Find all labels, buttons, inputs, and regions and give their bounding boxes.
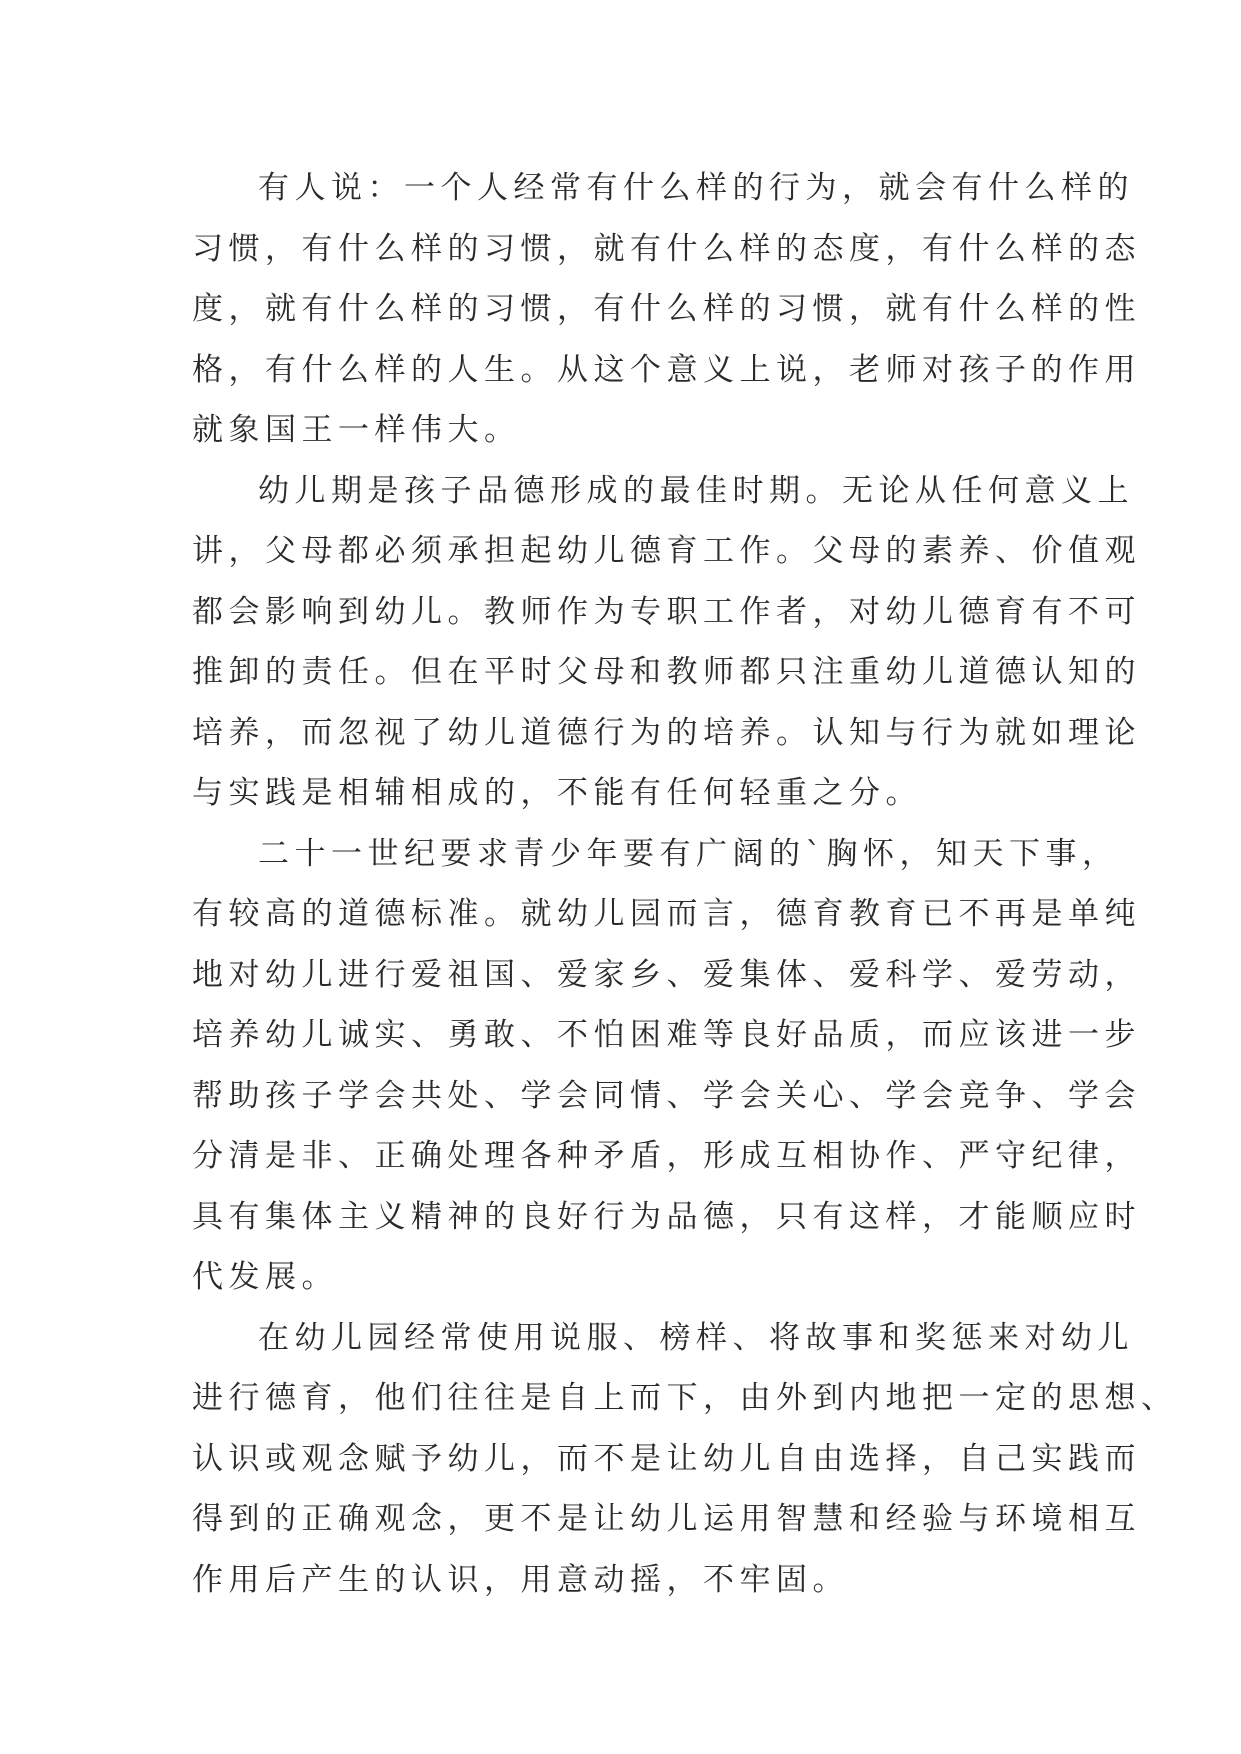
paragraph-line: 幼儿期是孩子品德形成的最佳时期。无论从任何意义上: [258, 472, 1134, 509]
paragraph-line: 讲，父母都必须承担起幼儿德育工作。父母的素养、价值观: [192, 533, 1141, 569]
paragraph-line: 习惯，有什么样的习惯，就有什么样的态度，有什么样的态: [192, 230, 1141, 267]
paragraph-line: 度，就有什么样的习惯，有什么样的习惯，就有什么样的性: [192, 291, 1141, 327]
paragraph-line: 就象国王一样伟大。: [192, 412, 521, 448]
paragraph-line: 二十一世纪要求青少年要有广阔的`胸怀，知天下事，: [258, 835, 1119, 872]
paragraph-line: 作用后产生的认识，用意动摇，不牢固。: [192, 1561, 849, 1598]
paragraph-line: 具有集体主义精神的良好行为品德，只有这样，才能顺应时: [192, 1198, 1141, 1235]
body-text: [192, 158, 1178, 1610]
paragraph-line: 地对幼儿进行爱祖国、爱家乡、爱集体、爱科学、爱劳动，: [192, 956, 1141, 993]
paragraph-line: 格，有什么样的人生。从这个意义上说，老师对孩子的作用: [192, 351, 1141, 388]
paragraph-line: 与实践是相辅相成的，不能有任何轻重之分。: [192, 775, 922, 811]
paragraph-line: 有较高的道德标准。就幼儿园而言，德育教育已不再是单纯: [192, 896, 1141, 932]
paragraph-line: 培养，而忽视了幼儿道德行为的培养。认知与行为就如理论: [192, 714, 1141, 751]
paragraph-line: 得到的正确观念，更不是让幼儿运用智慧和经验与环境相互: [192, 1501, 1141, 1537]
paragraph-line: 都会影响到幼儿。教师作为专职工作者，对幼儿德育有不可: [192, 593, 1141, 630]
paragraph-line: 培养幼儿诚实、勇敢、不怕困难等良好品质，而应该进一步: [192, 1017, 1141, 1053]
paragraph-3: [192, 824, 1141, 1308]
paragraph-line: 推卸的责任。但在平时父母和教师都只注重幼儿道德认知的: [192, 654, 1141, 690]
paragraph-line: 认识或观念赋予幼儿，而不是让幼儿自由选择，自己实践而: [192, 1440, 1141, 1477]
paragraph-line: 在幼儿园经常使用说服、榜样、将故事和奖惩来对幼儿: [258, 1319, 1134, 1356]
paragraph-line: 进行德育，他们往往是自上而下，由外到内地把一定的思想、: [192, 1380, 1178, 1416]
paragraph-line: 帮助孩子学会共处、学会同情、学会关心、学会竞争、学会: [192, 1077, 1141, 1114]
paragraph-line: 分清是非、正确处理各种矛盾，形成互相协作、严守纪律，: [192, 1138, 1141, 1174]
paragraph-1: [192, 158, 1141, 461]
paragraph-line: 代发展。: [192, 1259, 338, 1295]
paragraph-2: [192, 461, 1141, 824]
paragraph-line: 有人说：一个人经常有什么样的行为，就会有什么样的: [258, 170, 1134, 206]
paragraph-4: [192, 1308, 1178, 1611]
